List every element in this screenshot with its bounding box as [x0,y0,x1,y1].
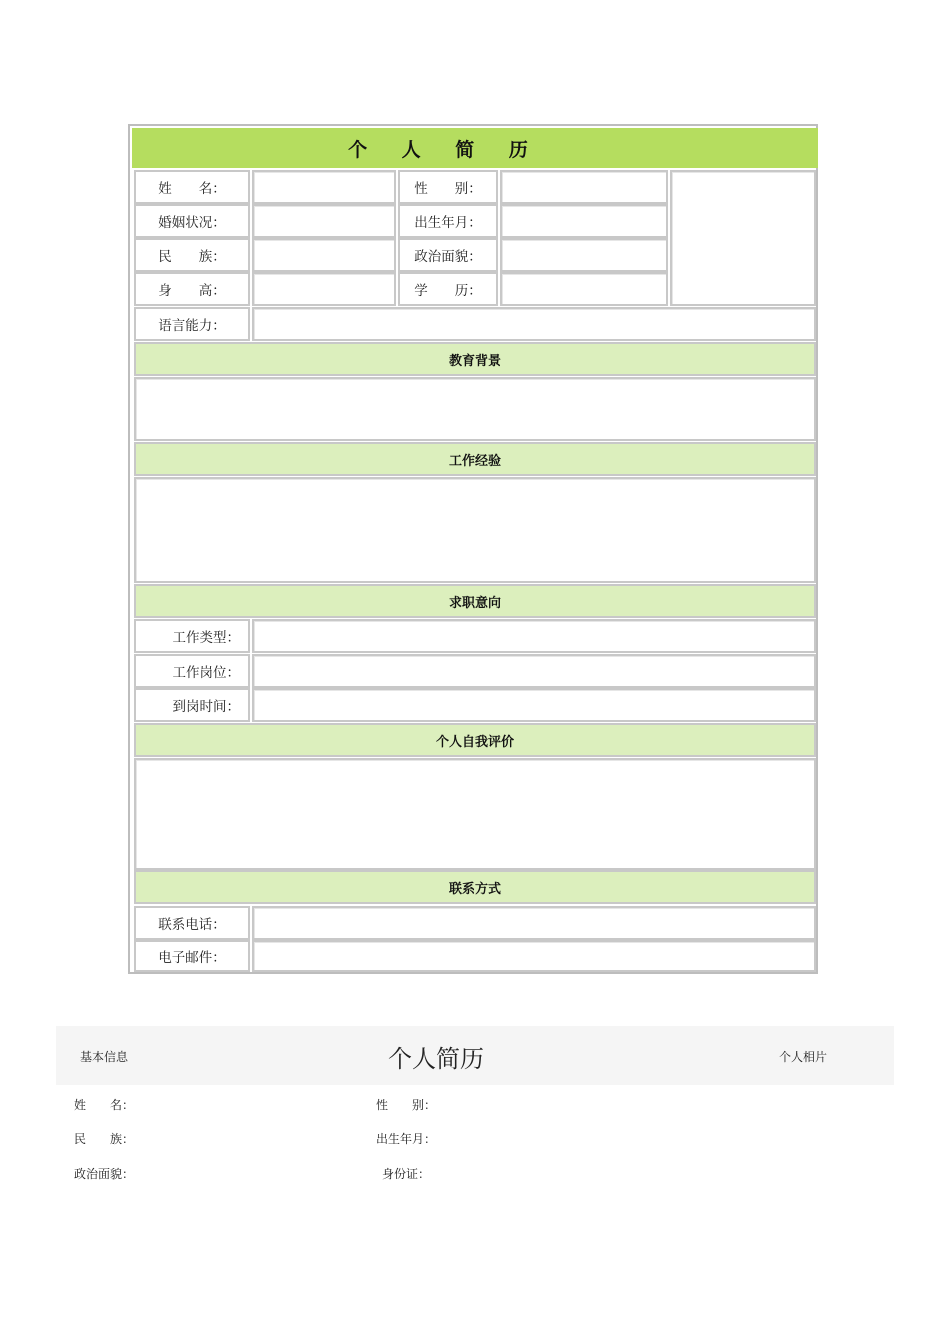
start-date-input[interactable] [252,688,816,722]
language-label: 语言能力： [134,307,250,341]
basic-info-label: 基本信息 [80,1050,129,1064]
resume-form [128,124,818,974]
section-work: 工作经验 [134,442,816,476]
education-label: 学 历： [398,272,498,306]
ethnic-input[interactable] [252,238,396,272]
education-area[interactable] [134,377,816,441]
work-type-label: 工作类型： [134,619,250,653]
work-position-label: 工作岗位： [134,654,250,688]
political-input[interactable] [500,238,668,272]
info-ethnic-label: 民 族： [74,1132,135,1146]
section-contact: 联系方式 [134,870,816,904]
info-gender-label: 性 别： [376,1098,437,1112]
section-intent: 求职意向 [134,584,816,618]
work-position-input[interactable] [252,654,816,688]
gender-label: 性 别： [398,170,498,204]
work-area[interactable] [134,477,816,583]
info-political-label: 政治面貌： [74,1167,135,1181]
height-input[interactable] [252,272,396,306]
name-label: 姓 名： [134,170,250,204]
email-label: 电子邮件： [134,940,250,972]
section-education: 教育背景 [134,342,816,376]
birth-input[interactable] [500,204,668,238]
start-date-label: 到岗时间： [134,688,250,722]
height-label: 身 高： [134,272,250,306]
section-self-eval: 个人自我评价 [134,723,816,757]
info-name-label: 姓 名： [74,1098,135,1112]
political-label: 政治面貌： [398,238,498,272]
education-input[interactable] [500,272,668,306]
form-title: 个 人 简 历 [132,128,818,168]
banner-title: 个人简历 [388,1045,484,1073]
photo-label: 个人相片 [779,1050,828,1064]
info-birth-label: 出生年月： [376,1132,437,1146]
marital-label: 婚姻状况： [134,204,250,238]
self-eval-area[interactable] [134,758,816,870]
info-id-label: 身份证： [382,1167,431,1181]
gender-input[interactable] [500,170,668,204]
marital-input[interactable] [252,204,396,238]
photo-box[interactable] [670,170,816,306]
ethnic-label: 民 族： [134,238,250,272]
name-input[interactable] [252,170,396,204]
birth-label: 出生年月： [398,204,498,238]
phone-label: 联系电话： [134,906,250,940]
language-input[interactable] [252,307,816,341]
email-input[interactable] [252,940,816,972]
work-type-input[interactable] [252,619,816,653]
phone-input[interactable] [252,906,816,940]
resume-banner [56,1026,894,1085]
